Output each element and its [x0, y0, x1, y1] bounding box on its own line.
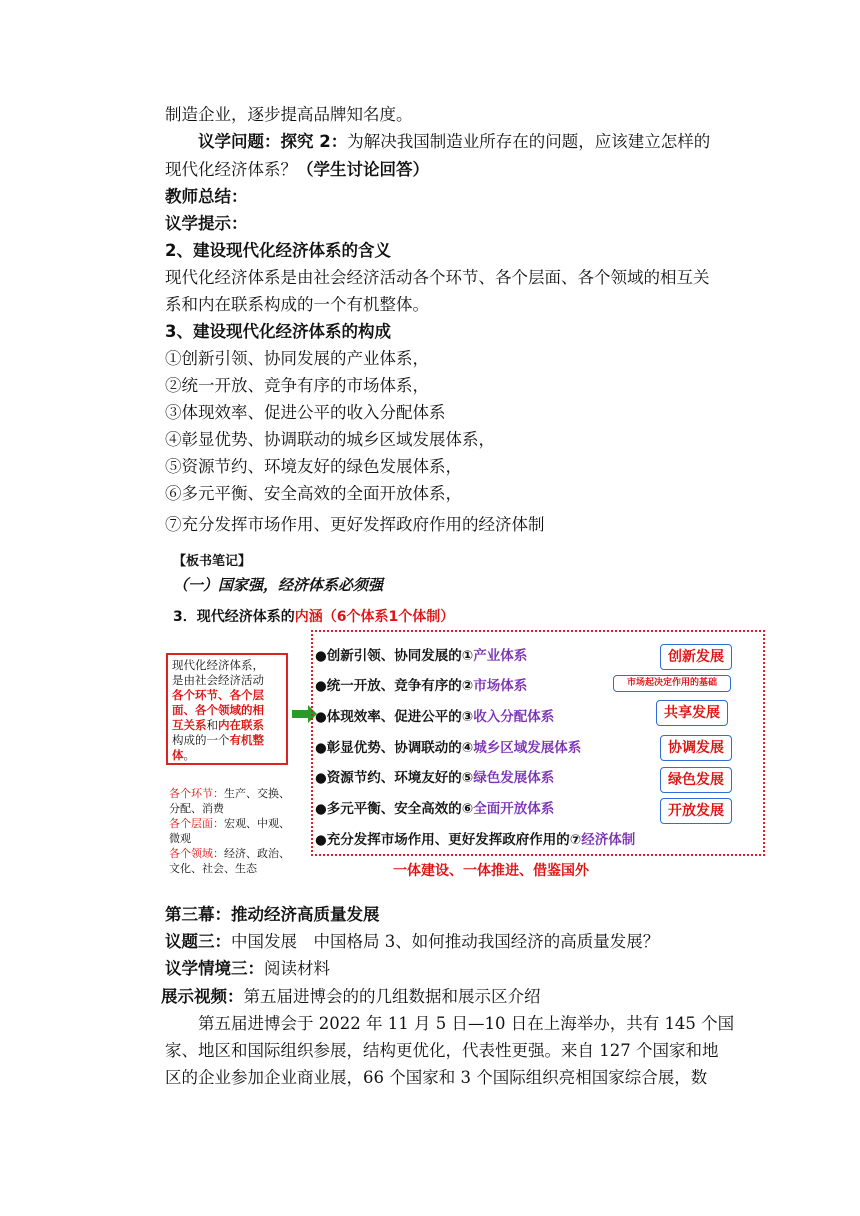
question-text: 为解决我国制造业所存在的问题，应该建立怎样的 [347, 132, 711, 151]
system-row-text: ●统一开放、竞争有序的② [315, 678, 474, 694]
scope-text: 生产、交换、 [224, 787, 290, 800]
board-notes-figure [163, 548, 767, 880]
list-item: ④彰显优势、协调联动的城乡区域发展体系， [165, 430, 495, 449]
system-row-key: 市场体系 [473, 678, 528, 694]
def-text: 。 [183, 748, 195, 762]
paragraph: 制造企业，逐步提高品牌知名度。 [165, 105, 413, 124]
section-heading-2: 2、建设现代化经济体系的含义 [165, 241, 391, 260]
system-row [315, 674, 527, 694]
scope-links-2: 分配、消费 [169, 802, 224, 815]
system-row-text: ●资源节约、环境友好的⑤ [315, 770, 474, 786]
system-row-text: ●创新引领、协同发展的① [315, 648, 474, 664]
definition-box [166, 653, 288, 765]
paragraph-line: 区的企业参加企业商业展，66 个国家和 3 个国际组织亮相国家综合展，数 [165, 1068, 708, 1087]
def-text: 和 [206, 718, 218, 732]
video-label: 展示视频： [161, 987, 244, 1006]
scope-label: 各个层面： [169, 817, 224, 830]
list-item: ⑤资源节约、环境友好的绿色发展体系， [165, 457, 462, 476]
video-line [161, 983, 541, 1010]
system-row-key: 全面开放体系 [473, 801, 555, 817]
system-row-text: ●多元平衡、安全高效的⑥ [315, 801, 474, 817]
scene-label: 议学情境三： [165, 959, 264, 978]
topic-text: 中国发展 中国格局 3、如何推动我国经济的高质量发展？ [231, 932, 660, 951]
video-text: 第五届进博会的的几组数据和展示区介绍 [243, 987, 541, 1006]
def-line [172, 748, 282, 763]
def-text-red: 体 [172, 748, 184, 762]
tag-innovation: 创新发展 [660, 644, 732, 670]
scope-text: 宏观、中观、 [224, 817, 290, 830]
board-heading-text: 3．现代经济体系的 [173, 609, 295, 625]
teacher-summary-label: 教师总结： [165, 187, 248, 206]
system-row [315, 705, 554, 725]
system-row [315, 797, 554, 817]
system-row [315, 736, 581, 756]
scope-links [169, 786, 290, 801]
act-heading: 第三幕：推动经济高质量发展 [165, 905, 380, 924]
board-title: 【板书笔记】 [173, 554, 252, 569]
system-row-text: ●充分发挥市场作用、更好发挥政府作用的⑦ [315, 832, 582, 848]
scope-levels [169, 816, 290, 831]
system-row-text: ●彰显优势、协调联动的④ [315, 740, 474, 756]
system-row-key: 产业体系 [473, 648, 528, 664]
def-text-red: 面、各个领域的相 [172, 703, 264, 717]
tag-openness: 开放发展 [660, 798, 732, 824]
list-item: ③体现效率、促进公平的收入分配体系 [165, 403, 446, 422]
paragraph-line: 家、地区和国际组织参展，结构更优化，代表性更强。来自 127 个国家和地 [165, 1041, 719, 1060]
question-line [198, 128, 710, 155]
scope-text: 经济、政治、 [224, 847, 290, 860]
def-text-red: 互关系 [172, 718, 207, 732]
scope-label: 各个环节： [169, 787, 224, 800]
list-item: ⑦充分发挥市场作用、更好发挥政府作用的经济体制 [165, 515, 545, 534]
system-row [315, 828, 635, 848]
scope-fields-2: 文化、社会、生态 [169, 862, 257, 875]
def-text-red: 内在联系 [218, 718, 264, 732]
list-item: ⑥多元平衡、安全高效的全面开放体系， [165, 484, 462, 503]
board-heading [173, 606, 454, 626]
def-text-red: 有机整 [229, 733, 264, 747]
system-row-key: 城乡区域发展体系 [473, 740, 582, 756]
question-text-2: 现代化经济体系？ [165, 160, 297, 179]
section-heading-3: 3、建设现代化经济体系的构成 [165, 322, 391, 341]
def-line [172, 733, 282, 748]
system-row-text: ●体现效率、促进公平的③ [315, 709, 474, 725]
topic-label: 议题三： [165, 932, 231, 951]
system-row [315, 644, 527, 664]
scope-levels-2: 微观 [169, 832, 191, 845]
def-text: 构成的一个 [172, 733, 230, 747]
tag-green: 绿色发展 [660, 767, 732, 793]
board-subtitle: （一）国家强，经济体系必须强 [173, 576, 384, 594]
list-item: ①创新引领、协同发展的产业体系， [165, 349, 429, 368]
system-row-key: 收入分配体系 [473, 709, 555, 725]
list-item: ②统一开放、竞争有序的市场体系， [165, 376, 429, 395]
hint-label: 议学提示： [165, 214, 248, 233]
scope-label: 各个领域： [169, 847, 224, 860]
question-note: （学生讨论回答） [297, 160, 429, 179]
question-label: 议学问题：探究 2： [198, 132, 348, 151]
scope-fields [169, 846, 290, 861]
board-heading-red: 内涵（6个体系1个体制） [294, 609, 455, 625]
tag-sharing: 共享发展 [656, 700, 728, 726]
definition-line-1: 现代化经济体系是由社会经济活动各个环节、各个层面、各个领域的相互关 [165, 268, 710, 287]
scene-text: 阅读材料 [264, 959, 330, 978]
board-footer: 一体建设、一体推进、借鉴国外 [393, 863, 589, 879]
system-row [315, 766, 554, 786]
def-text-red: 各个环节、各个层 [172, 688, 264, 702]
def-text: 现代化经济体系， [172, 658, 264, 672]
definition-line-2: 系和内在联系构成的一个有机整体。 [165, 295, 429, 314]
system-row-key: 绿色发展体系 [473, 770, 555, 786]
def-text: 是由社会经济活动 [172, 673, 264, 687]
def-line [172, 718, 282, 733]
paragraph-line: 第五届进博会于 2022 年 11 月 5 日—10 日在上海举办，共有 145 个国 [198, 1014, 735, 1033]
tag-coordination: 协调发展 [660, 735, 732, 761]
tag-market-basis: 市场起决定作用的基础 [613, 675, 731, 692]
system-row-key: 经济体制 [581, 832, 636, 848]
topic-line [165, 928, 659, 955]
question-line-2 [165, 156, 429, 183]
arrow-right-icon [292, 710, 308, 718]
scene-line [165, 955, 330, 982]
